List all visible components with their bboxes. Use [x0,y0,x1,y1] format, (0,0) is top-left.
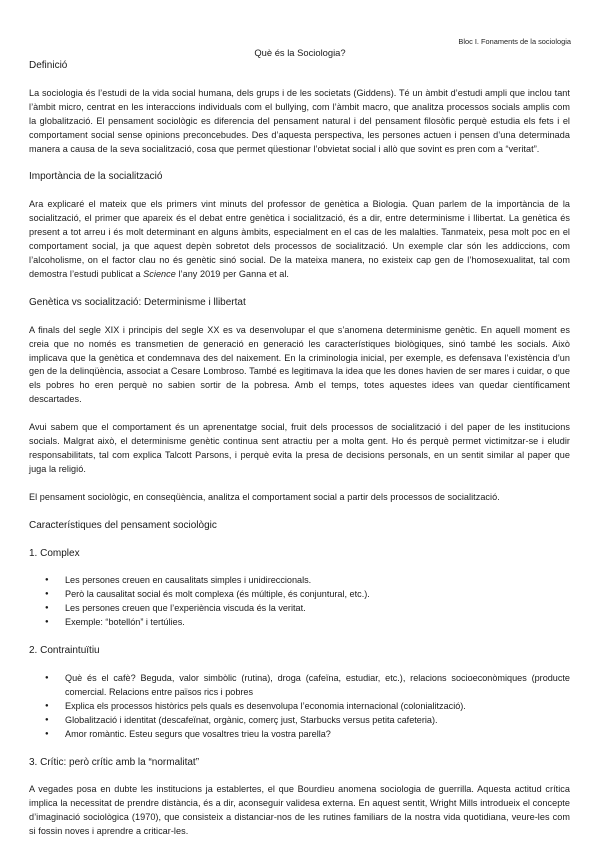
list-item: ● Què és el cafè? Beguda, valor simbòlic (rutina), droga (cafeïna, estudiar, etc.), relacions socioeconòmiques (producte comercial. Relacions entre països rics i pobres [65,672,570,700]
paragraph-socialitzacio-part-2: l’any 2019 per Ganna et al. [175,268,290,279]
list-item: ● Exemple: “botellón” i tertúlies. [65,616,570,630]
bullet-list-complex [29,574,570,630]
section-heading-definicio: Definició [29,60,68,71]
list-item: ● Globalització i identitat (descafeïnat, orgànic, comerç just, Starbucks versus petita cafeteria). [65,714,570,728]
section-heading-caracteristiques: Característiques del pensament sociològic [29,519,217,531]
paragraph-critic: A vegades posa en dubte les institucions ja establertes, el que Bourdieu anomena sociologia de guerrilla. Aquesta actitud crítica implica la necessitat de prendre distància, és a dir, aconseguir validesa externa. En aquest sentit, Wright Mills introdueix el concepte d’imaginació sociològica (1970), que consisteix a distanciar-nos de les rutines familiars de la nostra vida quotidiana, veure-les com si fossin noves i aprendre a criticar-les. [29,784,570,837]
page-title: Què és la Sociologia? [254,47,346,58]
subheading-critic: 3. Crític: però crític amb la “normalitat” [29,756,200,768]
list-item: ● Explica els processos històrics pels quals es desenvolupa l’economia internacional (colonialització). [65,700,570,714]
document-body [29,59,570,839]
paragraph-genetica-3: El pensament sociològic, en conseqüència, analitza el comportament social a partir dels processos de socialització. [29,491,500,502]
paragraph-definicio: La sociologia és l’estudi de la vida social humana, dels grups i de les societats (Giddens). Té un àmbit d’estudi ampli que inclou tant l’àmbit micro, centrat en les interaccions individuals com el bullying, com l’àmbit macro, que analitza processos socials amplis com la globalització. El pensament sociològic es diferencia del pensament natural i del pensament filosòfic perquè estudia els fets i el comportament social sense opinions preconcebudes. Des d’aquesta perspectiva, les persones actuen i pensen d’una determinada manera a causa de la seva socialització, cosa que permet qüestionar l’obvietat social i allò que sovint es pren com a “veritat”. [29,87,570,154]
paragraph-genetica-1: A finals del segle XIX i principis del segle XX es va desenvolupar el que s’anomena determinisme genètic. En aquell moment es creia que no només es transmetien de generació en generació les característiques biològiques, sinó també les socials. Això implicava que la genètica et condemnava des del naixement. En la criminologia inicial, per exemple, es defensava l’existència d’un gen de la delinqüència, associat a Cesare Lombroso. També es legitimava la idea que les dones havien de ser mares i cuidar, o que els pobres ho eren perquè no sabien sortir de la pobresa. Amb el temps, totes aquestes idees van quedar científicament descartades. [29,324,570,405]
subheading-contraintuitiu: 2. Contraintuïtiu [29,645,100,657]
list-item: ● Les persones creuen en causalitats simples i unidireccionals. [65,574,570,588]
list-item: ● Però la causalitat social és molt complexa (és múltiple, és conjuntural, etc.). [65,588,570,602]
subheading-complex: 1. Complex [29,547,80,559]
paragraph-socialitzacio [29,198,570,281]
bullet-list-contraintuitiu [29,672,570,742]
list-item: ● Les persones creuen que l’experiència viscuda és la veritat. [65,602,570,616]
section-heading-socialitzacio: Importància de la socialització [29,171,163,183]
list-item: ● Amor romàntic. Esteu segurs que vosaltres trieu la vostra parella? [65,728,570,742]
paragraph-genetica-2: Avui sabem que el comportament és un aprenentatge social, fruit dels processos de socialització i del paper de les institucions socials. Malgrat això, el determinisme genètic continua sent atractiu per a molta gent. Ho és perquè permet victimitzar-se i eludir responsabilitats, tal com explica Talcott Parsons, i perquè evita la presa de decisions personals, en un sentit similar al paper que juga la religió. [29,422,570,474]
block-label: Bloc I. Fonaments de la sociologia [458,37,571,46]
paragraph-socialitzacio-part-1: Ara explicaré el mateix que els primers vint minuts del professor de genètica a Biologia. Quan parlem de la importància de la socialització, el primer que apareix és el debat entre genètica i socialització, és a dir, entre determinisme i llibertat. La genètica és present a tot arreu i és molt determinant en alguns àmbits, especialment en el cas de les malalties. Tanmateix, pesa molt poc en el comportament social, ja que aquest depèn sobretot dels processos de socialització. Un exemple clar són les addiccions, com l’alcoholisme, on el factor clau no és genètic sinó social. De la mateixa manera, no existeix cap gen de l’homosexualitat, tal com demostra l’estudi publicat a [29,199,570,279]
section-heading-genetica: Genètica vs socialització: Determinisme i llibertat [29,296,246,308]
science-journal-name: Science [143,268,176,279]
